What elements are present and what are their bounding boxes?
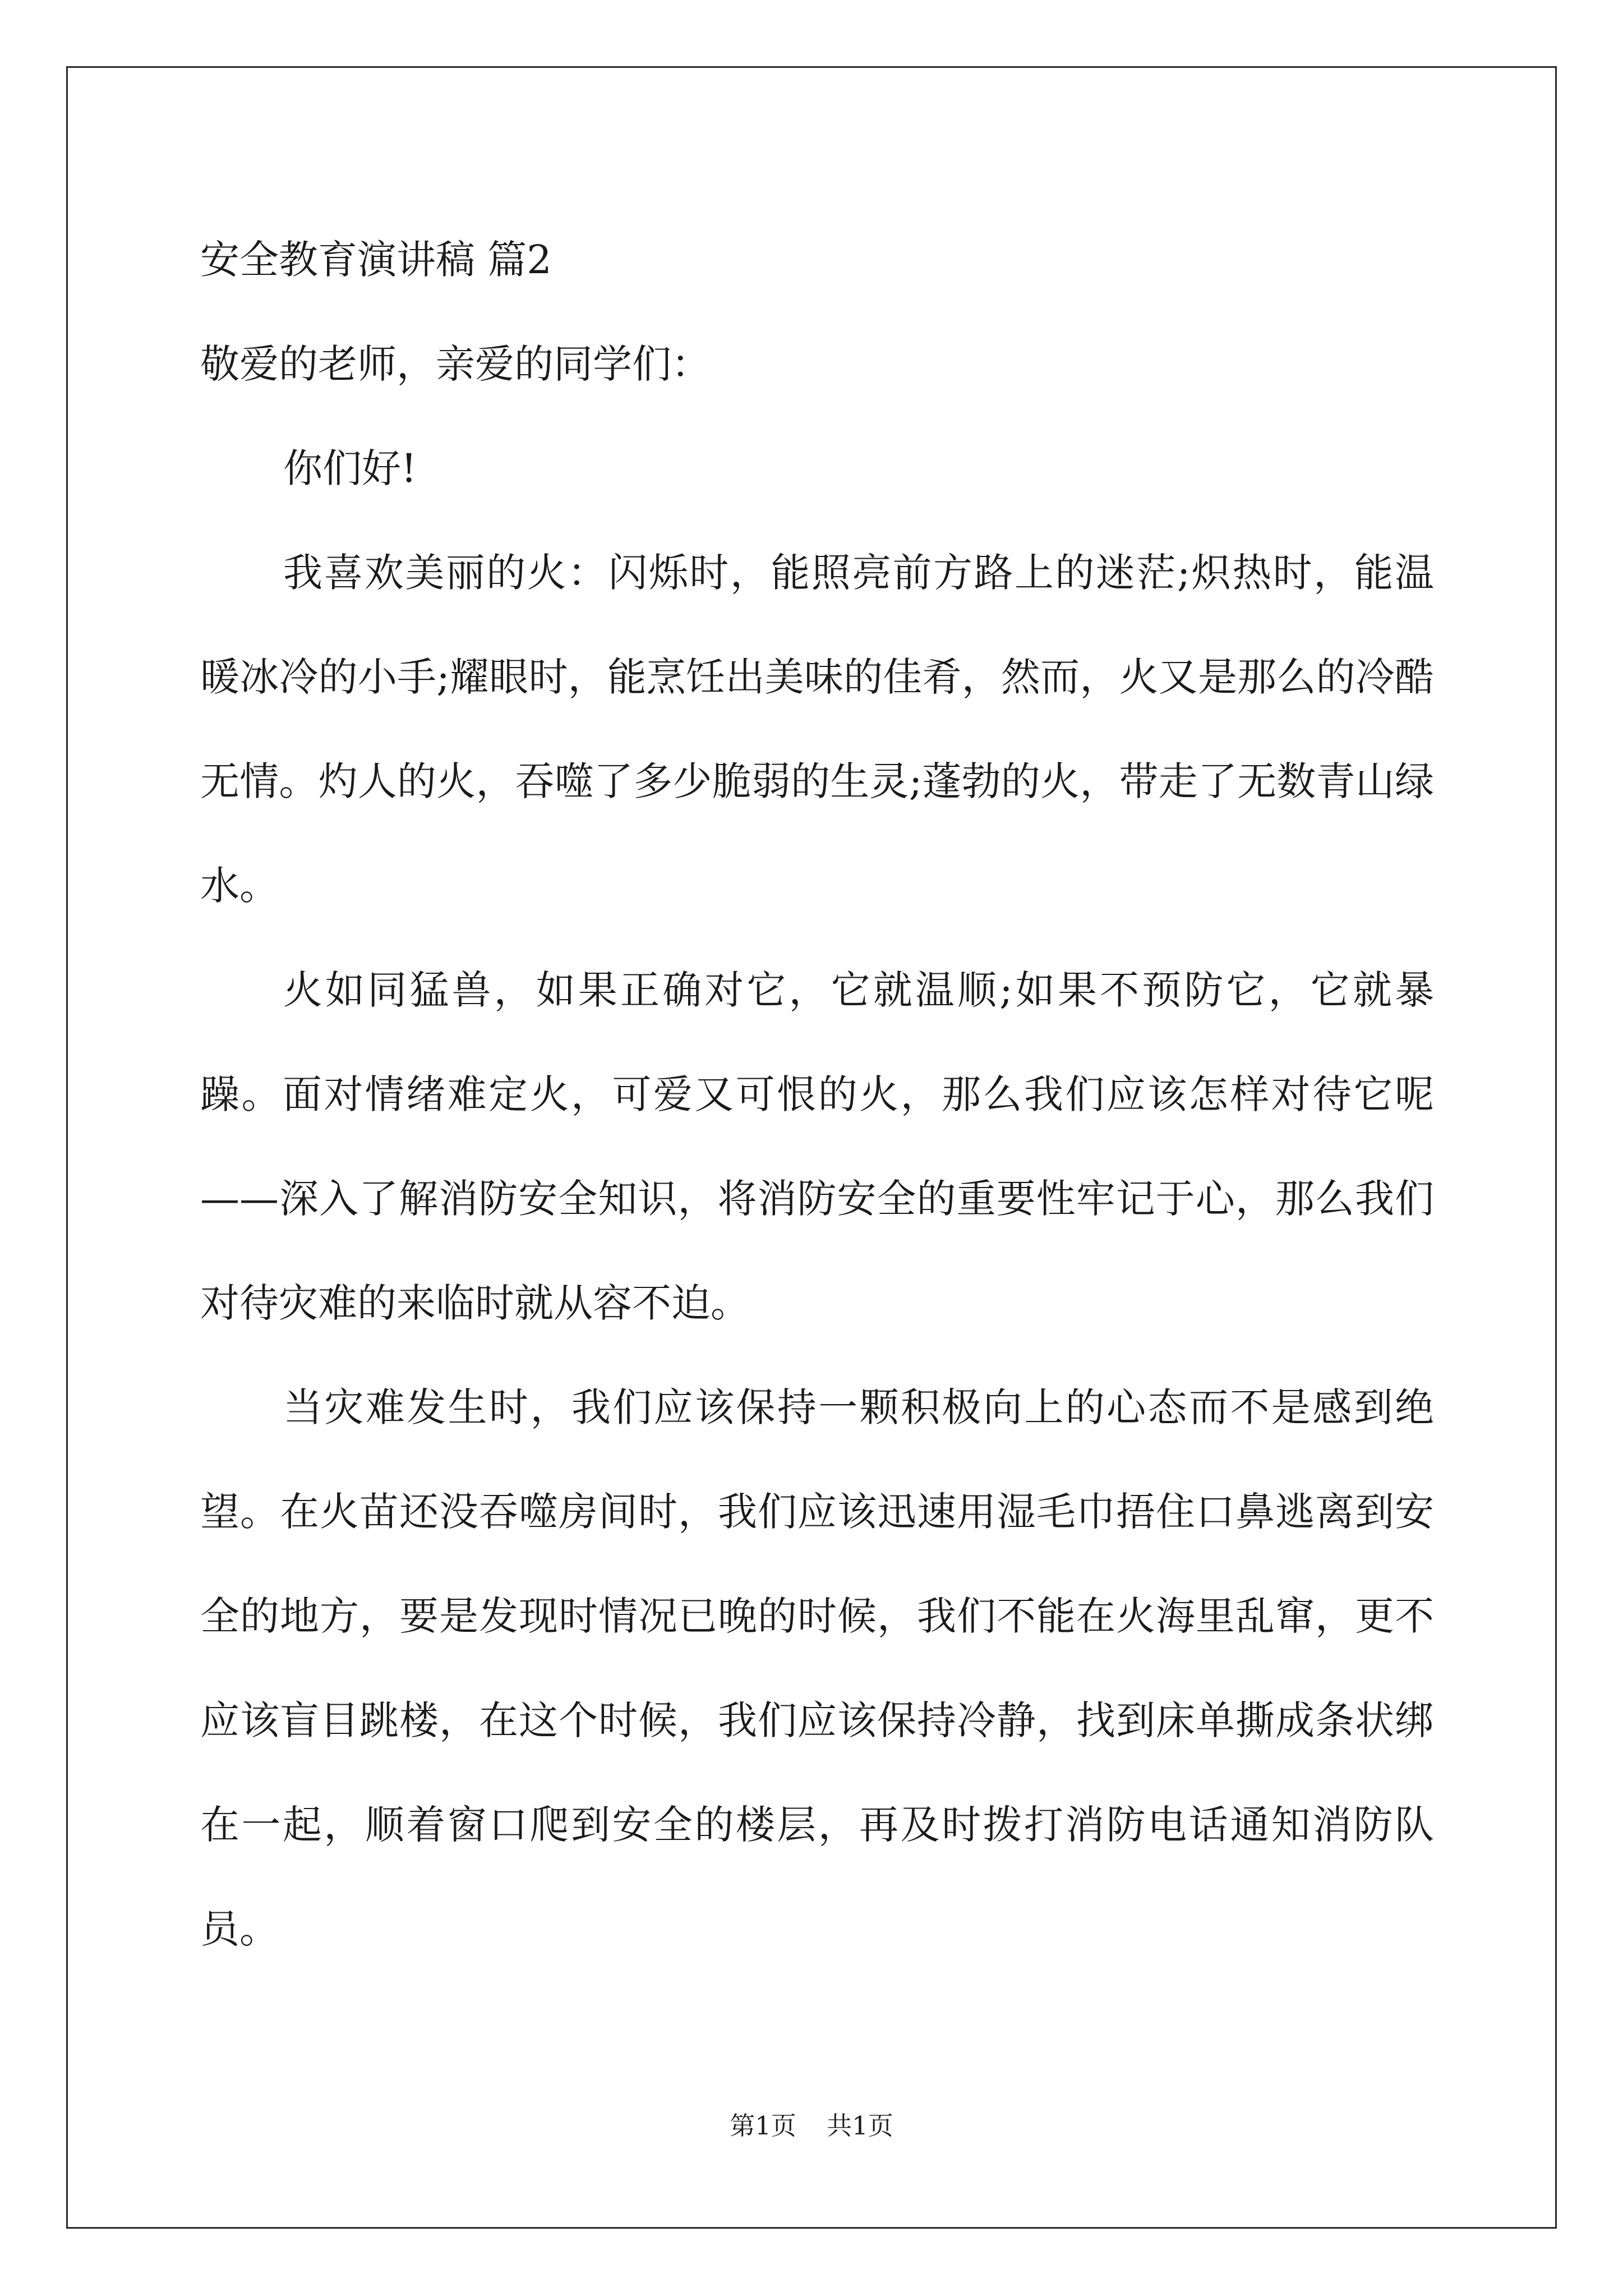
page-number-current: 第1页 (730, 2111, 796, 2141)
page-number-total: 共1页 (827, 2111, 893, 2141)
page-footer (0, 2109, 1623, 2143)
document-title: 安全教育演讲稿 篇2 (200, 237, 552, 283)
document-body (200, 208, 1434, 1981)
paragraph-disaster-response: 当灾难发生时，我们应该保持一颗积极向上的心态而不是感到绝望。在火苗还没吞噬房间时，我们应该迅速用湿毛巾捂住口鼻逃离到安全的地方，要是发现时情况已晚的时候，我们不能在火海里乱窜，更不应该盲目跳楼，在这个时候，我们应该保持冷静，找到床单撕成条状绑在一起，顺着窗口爬到安全的楼层，再及时拨打消防电话通知消防队员。 (200, 1384, 1434, 1952)
salutation: 敬爱的老师，亲爱的同学们： (200, 341, 711, 387)
paragraph-fire-description: 我喜欢美丽的火：闪烁时，能照亮前方路上的迷茫;炽热时，能温暖冰冷的小手;耀眼时，能烹饪出美味的佳肴，然而，火又是那么的冷酷无情。灼人的火，吞噬了多少脆弱的生灵;蓬勃的火，带走了无数青山绿水。 (200, 550, 1434, 909)
paragraph-greeting: 你们好! (283, 445, 417, 491)
paragraph-fire-prevention: 火如同猛兽，如果正确对它，它就温顺;如果不预防它，它就暴躁。面对情绪难定火，可爱又可恨的火，那么我们应该怎样对待它呢——深入了解消防安全知识，将消防安全的重要性牢记于心，那么我们对待灾难的来临时就从容不迫。 (200, 967, 1434, 1326)
